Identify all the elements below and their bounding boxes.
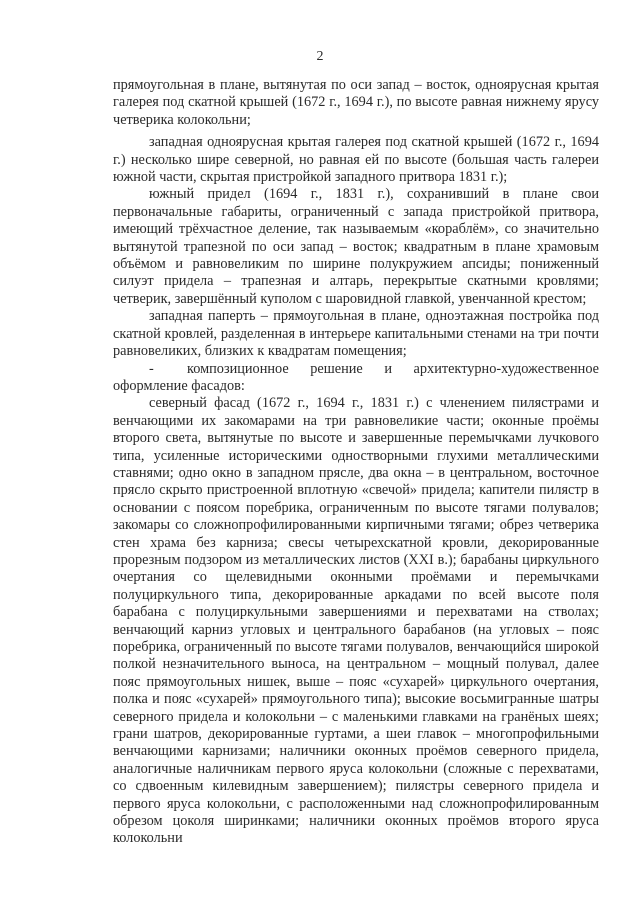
paragraph-south-chapel: южный придел (1694 г., 1831 г.), сохранивший в плане свои первоначальные габариты, ограниченный с запада пристройкой притвора, имеющий трёхчастное деление, так называемым «кораблём», со значительно вытянутой трапезной по оси запад – восток; квадратным в плане храмовым объёмом и равновеликим по ширине полукружием апсиды; пониженный силуэт придела – трапезная и алтарь, перекрытые скатными кровлями; четверик, завершённый куполом с шаровидной главкой, увенчанной крестом; bbox=[113, 186, 599, 307]
paragraph-north-gallery: прямоугольная в плане, вытянутая по оси запад – восток, одноярусная крытая галерея под скатной крышей (1672 г., 1694 г.), по высоте равная нижнему ярусу четверика колокольни; bbox=[113, 77, 599, 128]
paragraph-composition bbox=[113, 361, 599, 396]
composition-text: композиционное решение и архитектурно-художественное оформление фасадов: bbox=[113, 360, 599, 394]
document-body bbox=[113, 77, 599, 848]
paragraph-west-gallery: западная одноярусная крытая галерея под скатной крышей (1672 г., 1694 г.) несколько шире северной, но равная ей по высоте (большая часть галереи южной части, скрытая пристройкой западного притвора 1831 г.); bbox=[113, 134, 599, 186]
page-number: 2 bbox=[316, 49, 324, 64]
list-dash: - bbox=[149, 360, 154, 377]
paragraph-north-facade: северный фасад (1672 г., 1694 г., 1831 г.) с членением пилястрами и венчающими их закомарами на три равновеликие части; оконные проёмы второго света, вытянутые по высоте и завершенные перемычками лучкового типа, усиленные историческими одностворными глухими металлическими ставнями; одно окно в западном прясле, два окна – в центральном, восточное прясло скрыто пристроенной вплотную «свечой» придела; капители пилястр в основании с поясом поребрика, ограниченным по высоте тягами полувалов; закомары со сложнопрофилированными кирпичными тягами; обрез четверика стен храма без карниза; свесы четырехскатной кровли, декорированные прорезным подзором из металлических листов (XXI в.); барабаны циркульного очертания со щелевидными оконными проёмами и перемычками полуциркульного типа, декорированные аркадами по всей высоте поля барабана с полуциркульными завершениями и перехватами на стволах; венчающий карниз угловых и центрального барабанов (на угловых – пояс поребрика, ограниченный по высоте тягами полувалов, венчающийся широкой полкой незначительного выноса, на центральном – мощный полувал, далее пояс прямоугольных нишек, выше – пояс «сухарей» циркульного очертания, полка и пояс «сухарей» прямоугольного типа); высокие восьмигранные шатры северного придела и колокольни – с маленькими главками на гранёных шеях; грани шатров, декорированные гуртами, а шеи главок – многопрофильными венчающими карнизами; наличники оконных проёмов северного придела, аналогичные наличникам первого яруса колокольни (сложные с перехватами, со сдвоенным килевидным завершением); пилястры северного придела и первого яруса колокольни, с расположенными над сложнопрофилированным обрезом цоколя ширинками; наличники оконных проёмов второго яруса колокольни bbox=[113, 395, 599, 847]
paragraph-west-porch: западная паперть – прямоугольная в плане, одноэтажная постройка под скатной кровлей, разделенная в интерьере капитальными стенами на три почти равновеликих, близких к квадратам помещения; bbox=[113, 308, 599, 360]
